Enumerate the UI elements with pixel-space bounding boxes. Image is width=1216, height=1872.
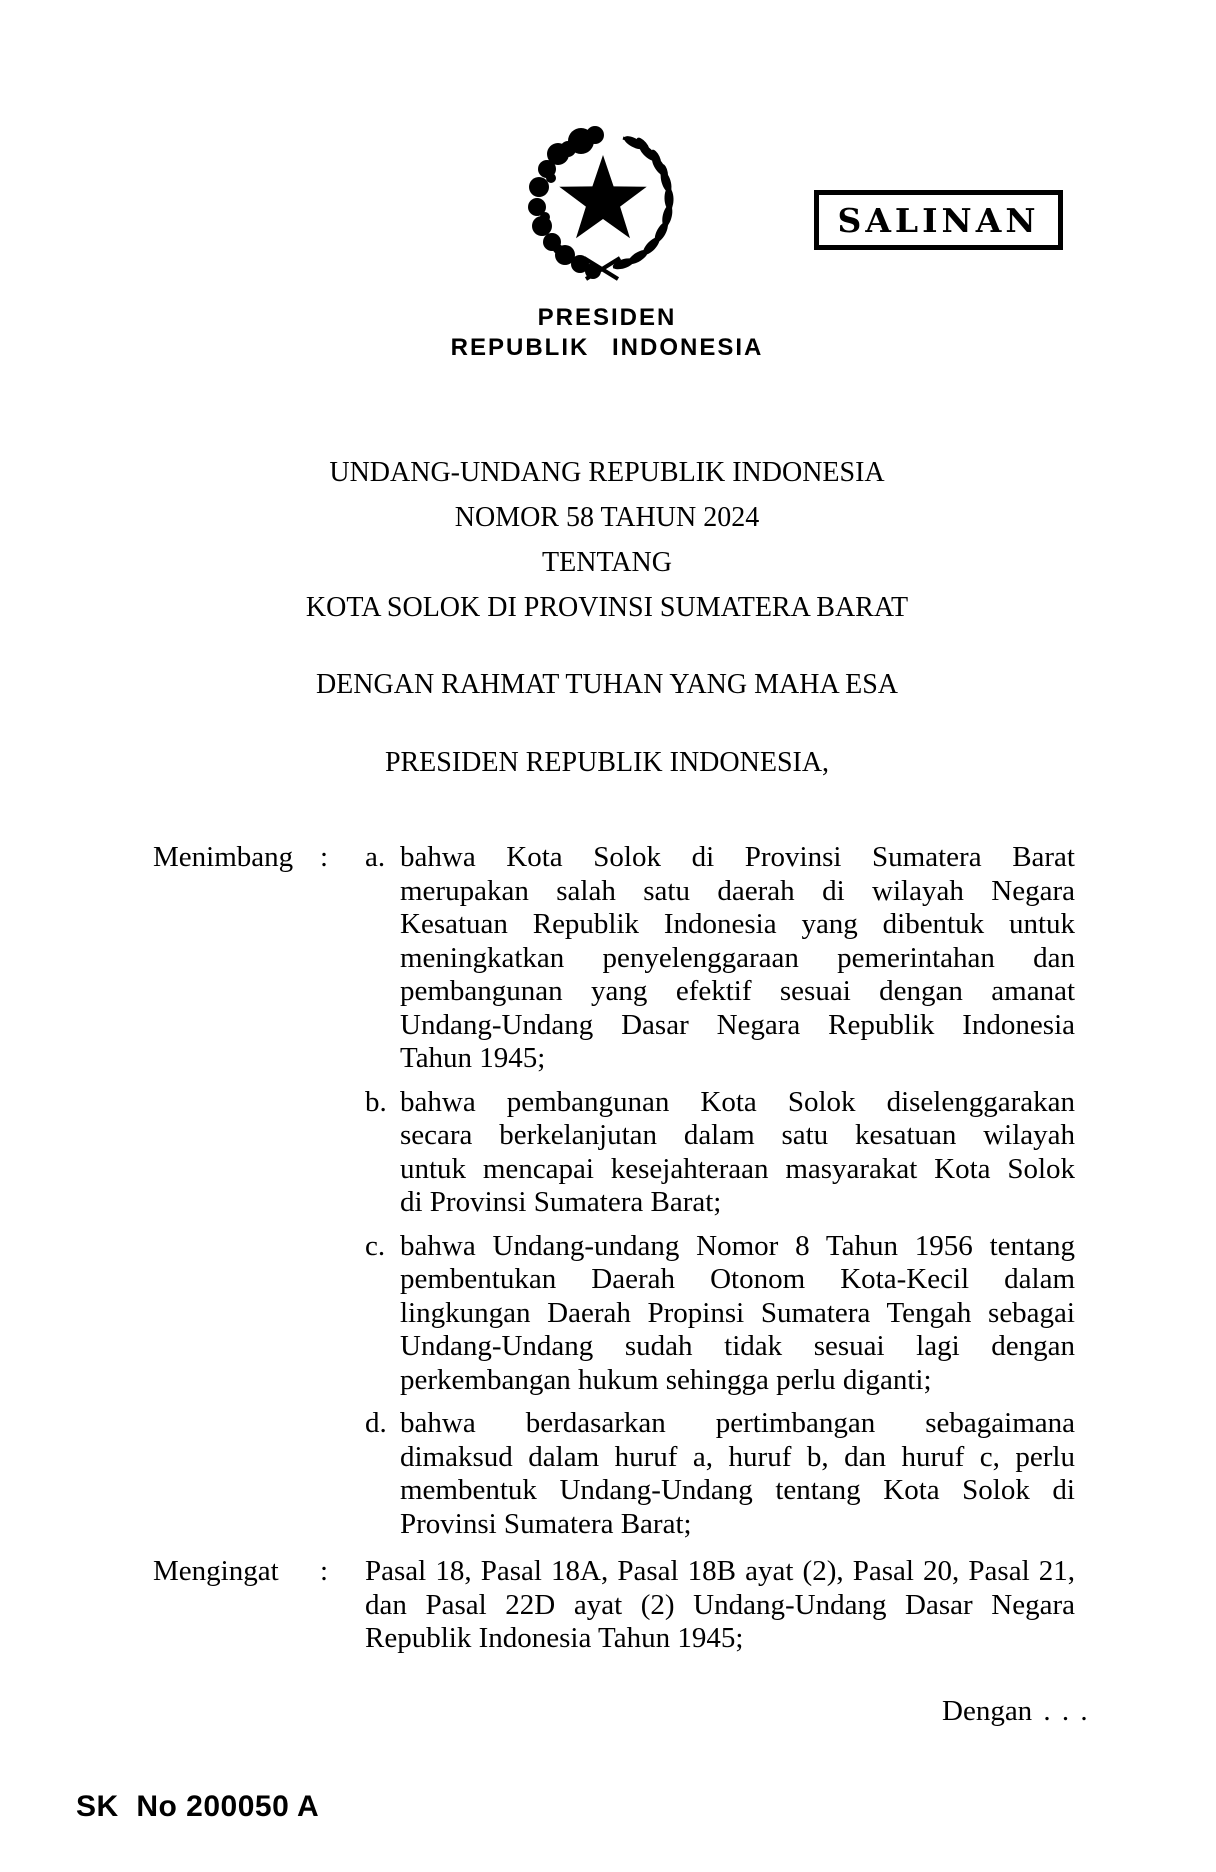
item-text	[400, 841, 1075, 1076]
text-line: Republik Indonesia Tahun 1945;	[365, 1622, 744, 1654]
text-line: secara berkelanjutan dalam satu kesatuan wilayah	[400, 1119, 1075, 1151]
text-line: merupakan salah satu daerah di wilayah Negara	[400, 874, 1075, 907]
item-letter: d.	[365, 1407, 387, 1439]
item-text	[400, 1230, 1075, 1398]
text-line: Kesatuan Republik Indonesia yang dibentuk untuk	[400, 908, 1075, 940]
menimbang-item-b	[365, 1086, 1075, 1220]
text-line: membentuk Undang-Undang tentang Kota Solok di	[400, 1474, 1075, 1506]
text-line: Provinsi Sumatera Barat;	[400, 1507, 692, 1540]
text-line: perkembangan hukum sehingga perlu diganti;	[400, 1363, 932, 1396]
salinan-stamp	[814, 190, 1063, 250]
law-tentang-line: TENTANG	[542, 547, 672, 578]
text-line: dan Pasal 22D ayat (2) Undang-Undang Dasar Negara	[365, 1588, 1075, 1621]
law-title-block	[150, 450, 1064, 630]
law-number-line: NOMOR 58 TAHUN 2024	[454, 502, 760, 533]
law-title-line1: UNDANG-UNDANG REPUBLIK INDONESIA	[329, 457, 885, 488]
menimbang-item-c	[365, 1230, 1075, 1398]
invocation-line: DENGAN RAHMAT TUHAN YANG MAHA ESA	[315, 669, 899, 700]
preamble-body	[153, 841, 1075, 1656]
text-line: dimaksud dalam huruf a, huruf b, dan huruf c, perlu	[400, 1440, 1075, 1473]
salinan-stamp-label: SALINAN	[837, 200, 1040, 240]
law-subject-line: KOTA SOLOK DI PROVINSI SUMATERA BARAT	[305, 592, 909, 623]
menimbang-item-d	[365, 1407, 1075, 1541]
text-line: di Provinsi Sumatera Barat;	[400, 1186, 722, 1218]
menimbang-section	[153, 841, 1075, 1541]
text-line: untuk mencapai kesejahteraan masyarakat Kota Solok	[400, 1152, 1075, 1185]
text-line: Tahun 1945;	[400, 1042, 546, 1074]
text-line: bahwa berdasarkan pertimbangan sebagaimana	[400, 1407, 1075, 1439]
text-line: Undang-Undang sudah tidak sesuai lagi dengan	[400, 1330, 1075, 1362]
menimbang-colon: :	[320, 841, 329, 873]
text-line: meningkatkan penyelenggaraan pemerintahan dan	[400, 941, 1075, 974]
text-line: pembentukan Daerah Otonom Kota-Kecil dalam	[400, 1263, 1075, 1295]
text-line: bahwa pembangunan Kota Solok diselenggarakan	[400, 1085, 1075, 1118]
item-letter: c.	[365, 1229, 386, 1262]
mengingat-colon: :	[320, 1555, 329, 1587]
letterhead	[150, 303, 1064, 363]
menimbang-items	[365, 841, 1075, 1541]
item-text	[400, 1407, 1075, 1541]
enacting-authority-line: PRESIDEN REPUBLIK INDONESIA,	[384, 747, 830, 778]
catchword: Dengan . . .	[942, 1695, 1088, 1727]
menimbang-item-a	[365, 841, 1075, 1076]
item-text	[400, 1086, 1075, 1220]
mengingat-label: Mengingat	[153, 1555, 279, 1587]
letterhead-republik-indonesia: REPUBLIK INDONESIA	[450, 334, 764, 361]
text-line: lingkungan Daerah Propinsi Sumatera Tengah sebagai	[400, 1296, 1075, 1329]
text-line: Undang-Undang Dasar Negara Republik Indonesia	[400, 1008, 1075, 1041]
letterhead-presiden: PRESIDEN	[537, 304, 677, 331]
star-wreath-emblem-icon	[523, 121, 683, 283]
text-line: bahwa Kota Solok di Provinsi Sumatera Barat	[400, 841, 1075, 873]
text-line: pembangunan yang efektif sesuai dengan amanat	[400, 975, 1075, 1007]
item-letter: a.	[365, 841, 386, 873]
mengingat-section	[153, 1555, 1075, 1656]
menimbang-label: Menimbang	[153, 841, 294, 873]
mengingat-text	[365, 1555, 1075, 1656]
text-line: Pasal 18, Pasal 18A, Pasal 18B ayat (2), Pasal 20, Pasal 21,	[365, 1555, 1075, 1587]
text-line: bahwa Undang-undang Nomor 8 Tahun 1956 tentang	[400, 1229, 1075, 1262]
sk-number: SK No 200050 A	[76, 1790, 320, 1823]
item-letter: b.	[365, 1085, 387, 1118]
